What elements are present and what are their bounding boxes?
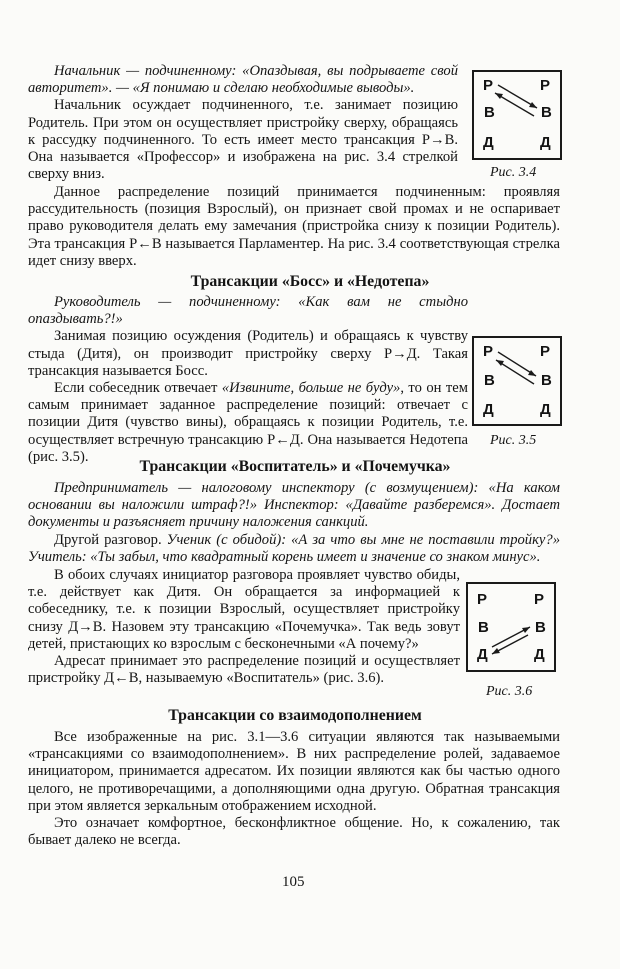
page-number: 105 (282, 874, 305, 890)
paragraph-boss: Занимая позицию осуждения (Родитель) и обращаясь к чувству стыда (Дитя), он производит пристройку сверху Р→Д. Такая трансакция называется Босс. (28, 328, 468, 379)
paragraph-vospitatel: Адресат принимает это распределение позиций и осуществляет пристройку Д←В, называемую «Воспитатель» (рис. 3.6). (28, 653, 460, 687)
fig35-right-d: Д (540, 401, 551, 418)
text-block-4 (28, 729, 560, 849)
fig35-right-r: Р (540, 343, 551, 360)
p2-quote: «Извините, больше не буду» (221, 380, 401, 397)
heading-vospitatel-pochemuchka: Трансакции «Воспитатель» и «Почемучка» (139, 458, 451, 475)
fig34-left-v: В (484, 104, 495, 121)
text-block-2 (28, 294, 468, 466)
text-block-3b (28, 567, 460, 687)
fig36-right-d: Д (534, 646, 545, 663)
fig36-left-d: Д (477, 646, 488, 663)
fig34-right-v: В (541, 104, 552, 121)
p2-lead: Если собеседник отвечает (54, 380, 222, 397)
text-block-3a (28, 480, 560, 566)
paragraph-parlamenter: Данное распределение позиций принимается подчиненным: проявляя рассудительность (позиция Взрослый), он признает свой промах и не оспаривает право руководителя делать ему замечания (пристройка снизу к позиции Родитель). Эта трансакция Р←В называется Парламентер. На рис. 3.4 соответствующая стрелка идет снизу вверх. (28, 184, 560, 269)
fig34-left-r: Р (483, 77, 494, 94)
fig34-right-d: Д (540, 134, 551, 151)
dialog-predprinimatel: Предприниматель — налоговому инспектору (с возмущением): «На каком основании вы наложили штраф?!» Инспектор: «Давайте разберемся». Достает документы и разъясняет причину наложения санкций. (28, 480, 560, 531)
fig34-right-r: Р (540, 77, 551, 94)
figure-3-5 (472, 336, 562, 426)
fig35-right-v: В (541, 372, 552, 389)
fig36-right-r: Р (534, 591, 545, 608)
figure-3-6 (466, 582, 556, 672)
caption-3-5: Рис. 3.5 (490, 433, 537, 448)
paragraph-nedotepa (28, 380, 468, 466)
dialog2-text: Ученик (с обидой): «А за что вы мне не поставили тройку?» Учитель: «Ты забыл, что квадратный корень имеет и значение со знаком минус». (28, 531, 560, 565)
text-block-1b (28, 184, 560, 270)
fig35-left-v: В (484, 372, 495, 389)
dialog-uchenik (28, 532, 560, 566)
fig36-right-v: В (535, 619, 546, 636)
p2-rest: , то он тем самым принимает заданное распределение позиций: отвечает с позиции Дитя (чувство вины), обращаясь к позиции Родитель, т.е. осуществляет встречную трансакцию Р←Д. Она называется Недотепа (рис. 3.5). (28, 380, 468, 465)
caption-3-4: Рис. 3.4 (490, 165, 537, 180)
heading-boss-nedotepa: Трансакции «Босс» и «Недотепа» (190, 273, 430, 290)
figure-3-4 (472, 70, 562, 160)
paragraph-komfortnoe: Это означает комфортное, бесконфликтное общение. Но, к сожалению, так бывает далеко не всегда. (28, 815, 560, 849)
fig36-left-r: Р (477, 591, 488, 608)
fig35-left-d: Д (483, 401, 494, 418)
paragraph-vzaimodopolnenie: Все изображенные на рис. 3.1—3.6 ситуации являются так называемыми «трансакциями со взаимодополнением». В них распределение ролей, задаваемое инициатором, принимается адресатом. Их позиции являются как бы частью одного целого, не противоречащими, а дополняющими одна другую. Обратная трансакция при этом является зеркальным отображением исходной. (28, 729, 560, 814)
heading-vzaimodopolnenie: Трансакции со взаимодополнением (168, 707, 422, 724)
fig34-arrows (474, 72, 560, 158)
paragraph-pochemuchka: В обоих случаях инициатор разговора проявляет чувство обиды, т.е. действует как Дитя. Он обращается за информацией к собеседнику, т.е. к позиции Взрослый, осуществляет пристройку снизу Д→В. Назовем эту трансакцию «Почемучка». Так ведь зовут детей, пристающих ко взрослым с бесконечными «А почему?» (28, 567, 460, 652)
dialog-boss-subordinate: Начальник — подчиненному: «Опаздывая, вы подрываете свой авторитет». — «Я понимаю и сделаю необходимые выводы». (28, 63, 458, 97)
dialog2-lead: Другой разговор. (54, 531, 167, 548)
fig36-left-v: В (478, 619, 489, 636)
fig36-arrows (468, 584, 554, 670)
fig35-left-r: Р (483, 343, 494, 360)
dialog-rukovoditel: Руководитель — подчиненному: «Как вам не стыдно опаздывать?!» (28, 294, 468, 328)
fig34-left-d: Д (483, 134, 494, 151)
paragraph-professor: Начальник осуждает подчиненного, т.е. занимает позицию Родитель. При этом он осуществляет пристройку сверху, обращаясь к рассудку подчиненного. То есть имеет место трансакция Р→В. Она называется «Профессор» и изображена на рис. 3.4 стрелкой сверху вниз. (28, 97, 458, 183)
fig35-arrows (474, 338, 560, 424)
text-block-1 (28, 63, 458, 183)
caption-3-6: Рис. 3.6 (486, 684, 533, 699)
